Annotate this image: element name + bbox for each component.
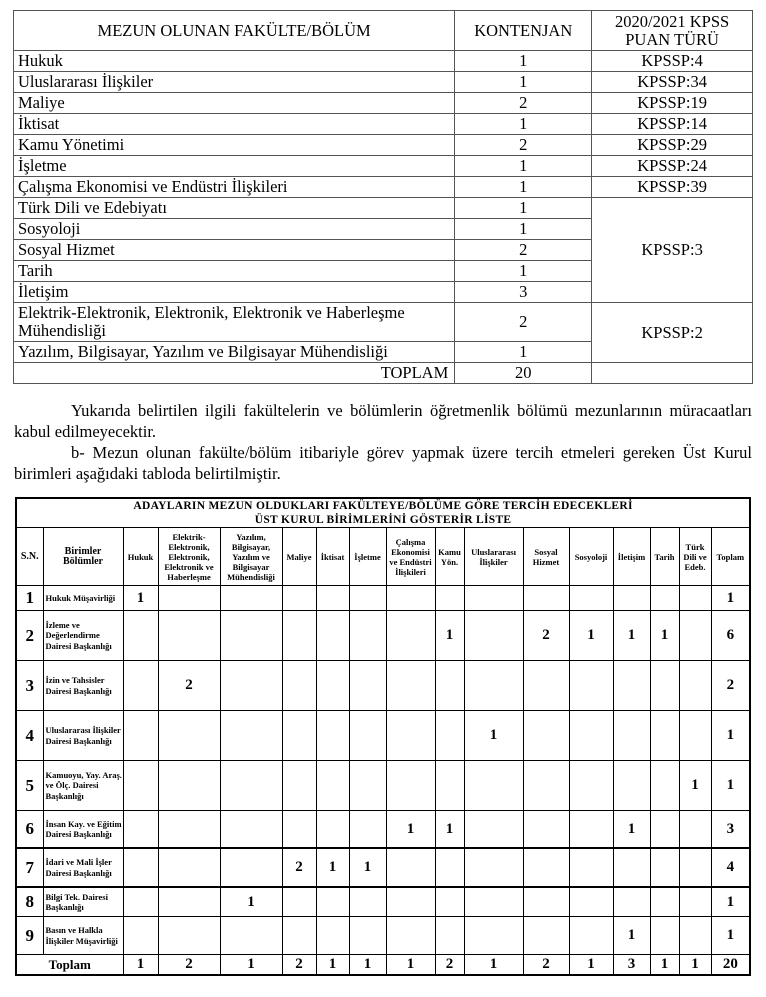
count-cell bbox=[386, 848, 435, 887]
row-total-cell: 2 bbox=[711, 661, 750, 711]
row-total-cell: 1 bbox=[711, 761, 750, 811]
count-cell bbox=[158, 586, 220, 611]
count-cell bbox=[220, 811, 282, 849]
faculty-cell: Türk Dili ve Edebiyatı bbox=[14, 198, 455, 219]
count-cell bbox=[386, 887, 435, 917]
row-number: 7 bbox=[16, 848, 43, 887]
count-cell bbox=[435, 848, 464, 887]
count-cell bbox=[464, 887, 523, 917]
count-cell bbox=[523, 661, 569, 711]
quota-cell: 2 bbox=[455, 93, 592, 114]
table-title-row bbox=[16, 498, 750, 528]
count-cell bbox=[386, 611, 435, 661]
header-iktisat: İktisat bbox=[316, 528, 349, 586]
count-cell: 1 bbox=[123, 586, 158, 611]
count-cell bbox=[123, 917, 158, 955]
header-iletisim: İletişim bbox=[613, 528, 650, 586]
count-cell bbox=[613, 661, 650, 711]
quota-cell: 1 bbox=[455, 51, 592, 72]
table-row bbox=[14, 51, 753, 72]
count-cell bbox=[123, 711, 158, 761]
total-label: TOPLAM bbox=[14, 363, 455, 384]
totals-row bbox=[16, 955, 750, 976]
count-cell bbox=[386, 661, 435, 711]
table-row bbox=[16, 611, 750, 661]
count-cell bbox=[464, 811, 523, 849]
count-cell bbox=[158, 611, 220, 661]
count-cell bbox=[679, 661, 711, 711]
count-cell bbox=[220, 711, 282, 761]
count-cell bbox=[386, 586, 435, 611]
header-score-type: 2020/2021 KPSS PUAN TÜRÜ bbox=[592, 11, 753, 51]
count-cell bbox=[650, 711, 679, 761]
quota-cell: 2 bbox=[455, 240, 592, 261]
faculty-cell: Elektrik-Elektronik, Elektronik, Elektronik ve Haberleşme Mühendisliği bbox=[14, 303, 455, 342]
header-kamu: Kamu Yön. bbox=[435, 528, 464, 586]
count-cell bbox=[569, 586, 613, 611]
count-cell bbox=[282, 887, 316, 917]
count-cell bbox=[613, 761, 650, 811]
header-sosyoloji: Sosyoloji bbox=[569, 528, 613, 586]
header-tarih: Tarih bbox=[650, 528, 679, 586]
row-total-cell: 1 bbox=[711, 586, 750, 611]
quota-cell: 1 bbox=[455, 219, 592, 240]
count-cell bbox=[650, 887, 679, 917]
count-cell bbox=[220, 761, 282, 811]
table-row bbox=[14, 72, 753, 93]
table-row bbox=[16, 711, 750, 761]
count-cell: 1 bbox=[386, 811, 435, 849]
count-cell bbox=[220, 917, 282, 955]
table-row bbox=[16, 848, 750, 887]
count-cell bbox=[282, 661, 316, 711]
count-cell bbox=[158, 761, 220, 811]
count-cell bbox=[349, 611, 386, 661]
faculty-cell: İktisat bbox=[14, 114, 455, 135]
header-isletme: İşletme bbox=[349, 528, 386, 586]
count-cell bbox=[569, 761, 613, 811]
count-cell bbox=[650, 761, 679, 811]
count-cell bbox=[679, 611, 711, 661]
column-total-cell: 3 bbox=[613, 955, 650, 976]
faculty-cell: İşletme bbox=[14, 156, 455, 177]
count-cell: 1 bbox=[650, 611, 679, 661]
count-cell bbox=[349, 887, 386, 917]
column-total-cell: 2 bbox=[523, 955, 569, 976]
quota-cell: 1 bbox=[455, 72, 592, 93]
header-uluslararasi: Uluslararası İlişkiler bbox=[464, 528, 523, 586]
header-turk-dili: Türk Dili ve Edeb. bbox=[679, 528, 711, 586]
row-number: 5 bbox=[16, 761, 43, 811]
unit-name: İdari ve Mali İşler Dairesi Başkanlığı bbox=[43, 848, 123, 887]
quota-cell: 2 bbox=[455, 303, 592, 342]
count-cell bbox=[650, 586, 679, 611]
score-type-cell: KPSSP:39 bbox=[592, 177, 753, 198]
row-total-cell: 6 bbox=[711, 611, 750, 661]
count-cell bbox=[316, 611, 349, 661]
unit-name: İnsan Kay. ve Eğitim Dairesi Başkanlığı bbox=[43, 811, 123, 849]
table-title: ADAYLARIN MEZUN OLDUKLARI FAKÜLTEYE/BÖLÜME GÖRE TERCİH EDECEKLERİ ÜST KURUL BİRİMLERİNİ GÖSTERİR LİSTE bbox=[16, 498, 750, 528]
faculty-cell: Maliye bbox=[14, 93, 455, 114]
count-cell bbox=[523, 887, 569, 917]
count-cell bbox=[464, 586, 523, 611]
table-row bbox=[16, 586, 750, 611]
empty-cell bbox=[592, 363, 753, 384]
count-cell bbox=[158, 848, 220, 887]
count-cell: 2 bbox=[523, 611, 569, 661]
unit-name: Kamuoyu, Yay. Araş. ve Ölç. Dairesi Başkanlığı bbox=[43, 761, 123, 811]
score-type-cell: KPSSP:14 bbox=[592, 114, 753, 135]
count-cell: 2 bbox=[158, 661, 220, 711]
count-cell bbox=[282, 611, 316, 661]
count-cell bbox=[349, 661, 386, 711]
row-total-cell: 1 bbox=[711, 887, 750, 917]
count-cell bbox=[523, 711, 569, 761]
column-total-cell: 1 bbox=[316, 955, 349, 976]
column-total-cell: 1 bbox=[650, 955, 679, 976]
count-cell bbox=[123, 611, 158, 661]
count-cell bbox=[349, 711, 386, 761]
count-cell bbox=[220, 611, 282, 661]
quota-cell: 1 bbox=[455, 114, 592, 135]
unit-name: Hukuk Müşavirliği bbox=[43, 586, 123, 611]
header-calisma: Çalışma Ekonomisi ve Endüstri İlişkileri bbox=[386, 528, 435, 586]
count-cell bbox=[523, 761, 569, 811]
column-total-cell: 2 bbox=[158, 955, 220, 976]
count-cell bbox=[464, 848, 523, 887]
faculty-cell: Tarih bbox=[14, 261, 455, 282]
count-cell bbox=[613, 586, 650, 611]
count-cell: 1 bbox=[613, 917, 650, 955]
count-cell bbox=[316, 917, 349, 955]
paragraph-teacher-graduates-note: Yukarıda belirtilen ilgili fakültelerin ve bölümlerin öğretmenlik bölümü mezunlarının müracaatları kabul edilmeyecektir. bbox=[14, 401, 752, 441]
score-type-cell: KPSSP:24 bbox=[592, 156, 753, 177]
table-row bbox=[16, 811, 750, 849]
count-cell bbox=[435, 711, 464, 761]
count-cell bbox=[679, 887, 711, 917]
header-sosyal-hizmet: Sosyal Hizmet bbox=[523, 528, 569, 586]
grand-total-cell: 20 bbox=[711, 955, 750, 976]
header-yazilim: Yazılım, Bilgisayar, Yazılım ve Bilgisayar Mühendisliği bbox=[220, 528, 282, 586]
count-cell bbox=[679, 811, 711, 849]
score-type-cell: KPSSP:34 bbox=[592, 72, 753, 93]
count-cell bbox=[569, 848, 613, 887]
count-cell bbox=[158, 711, 220, 761]
count-cell bbox=[282, 917, 316, 955]
count-cell bbox=[679, 711, 711, 761]
count-cell bbox=[613, 848, 650, 887]
table-row bbox=[16, 887, 750, 917]
count-cell bbox=[123, 848, 158, 887]
count-cell bbox=[158, 811, 220, 849]
count-cell bbox=[123, 661, 158, 711]
count-cell: 1 bbox=[569, 611, 613, 661]
faculty-cell: Yazılım, Bilgisayar, Yazılım ve Bilgisayar Mühendisliği bbox=[14, 342, 455, 363]
count-cell bbox=[349, 811, 386, 849]
table-row bbox=[16, 661, 750, 711]
table-row bbox=[14, 93, 753, 114]
count-cell bbox=[123, 761, 158, 811]
count-cell bbox=[435, 917, 464, 955]
row-total-cell: 3 bbox=[711, 811, 750, 849]
count-cell bbox=[679, 917, 711, 955]
count-cell bbox=[282, 761, 316, 811]
count-cell bbox=[569, 811, 613, 849]
count-cell bbox=[220, 586, 282, 611]
count-cell bbox=[123, 887, 158, 917]
paragraph-preferred-units-note: b- Mezun olunan fakülte/bölüm itibariyle görev yapmak üzere tercih etmeleri gereken Üst Kurul birimleri aşağıdaki tabloda belirtilmiştir. bbox=[14, 443, 752, 483]
row-number: 3 bbox=[16, 661, 43, 711]
column-total-cell: 1 bbox=[220, 955, 282, 976]
score-type-cell: KPSSP:19 bbox=[592, 93, 753, 114]
header-maliye: Maliye bbox=[282, 528, 316, 586]
table-row bbox=[14, 303, 753, 342]
count-cell bbox=[123, 811, 158, 849]
count-cell bbox=[282, 711, 316, 761]
count-cell: 1 bbox=[464, 711, 523, 761]
column-total-cell: 1 bbox=[349, 955, 386, 976]
row-number: 2 bbox=[16, 611, 43, 661]
header-hukuk: Hukuk bbox=[123, 528, 158, 586]
row-total-cell: 1 bbox=[711, 711, 750, 761]
count-cell bbox=[316, 586, 349, 611]
count-cell bbox=[569, 917, 613, 955]
row-total-cell: 1 bbox=[711, 917, 750, 955]
table-row bbox=[14, 135, 753, 156]
unit-name: İzleme ve Değerlendirme Dairesi Başkanlığı bbox=[43, 611, 123, 661]
count-cell bbox=[435, 887, 464, 917]
count-cell bbox=[158, 887, 220, 917]
count-cell bbox=[679, 586, 711, 611]
count-cell: 1 bbox=[349, 848, 386, 887]
count-cell bbox=[349, 917, 386, 955]
count-cell bbox=[386, 711, 435, 761]
faculty-cell: Sosyal Hizmet bbox=[14, 240, 455, 261]
column-total-cell: 1 bbox=[569, 955, 613, 976]
count-cell: 1 bbox=[613, 811, 650, 849]
quota-cell: 1 bbox=[455, 156, 592, 177]
count-cell: 1 bbox=[220, 887, 282, 917]
table-row bbox=[14, 156, 753, 177]
count-cell bbox=[316, 761, 349, 811]
count-cell bbox=[282, 811, 316, 849]
header-sn: S.N. bbox=[16, 528, 43, 586]
header-elektrik: Elektrik-Elektronik, Elektronik, Elektronik ve Haberleşme bbox=[158, 528, 220, 586]
unit-name: İzin ve Tahsisler Dairesi Başkanlığı bbox=[43, 661, 123, 711]
quota-table bbox=[13, 10, 753, 384]
count-cell bbox=[220, 848, 282, 887]
count-cell bbox=[650, 848, 679, 887]
count-cell bbox=[613, 711, 650, 761]
count-cell bbox=[435, 761, 464, 811]
score-type-cell-merged: KPSSP:3 bbox=[592, 198, 753, 303]
header-quota: KONTENJAN bbox=[455, 11, 592, 51]
count-cell bbox=[349, 586, 386, 611]
faculty-cell: İletişim bbox=[14, 282, 455, 303]
count-cell: 1 bbox=[435, 611, 464, 661]
count-cell bbox=[569, 661, 613, 711]
row-number: 6 bbox=[16, 811, 43, 849]
header-toplam: Toplam bbox=[711, 528, 750, 586]
count-cell bbox=[435, 586, 464, 611]
count-cell bbox=[316, 661, 349, 711]
quota-cell: 2 bbox=[455, 135, 592, 156]
count-cell bbox=[386, 917, 435, 955]
faculty-cell: Uluslararası İlişkiler bbox=[14, 72, 455, 93]
count-cell bbox=[316, 811, 349, 849]
quota-cell: 3 bbox=[455, 282, 592, 303]
table-row bbox=[16, 917, 750, 955]
count-cell bbox=[650, 661, 679, 711]
count-cell bbox=[523, 917, 569, 955]
table-row bbox=[14, 198, 753, 219]
count-cell bbox=[523, 811, 569, 849]
count-cell: 1 bbox=[435, 811, 464, 849]
unit-name: Basın ve Halkla İlişkiler Müşavirliği bbox=[43, 917, 123, 955]
faculty-cell: Sosyoloji bbox=[14, 219, 455, 240]
total-row bbox=[14, 363, 753, 384]
quota-cell: 1 bbox=[455, 261, 592, 282]
count-cell bbox=[316, 887, 349, 917]
count-cell bbox=[220, 661, 282, 711]
column-total-cell: 1 bbox=[679, 955, 711, 976]
quota-table-header bbox=[14, 11, 753, 51]
column-total-cell: 1 bbox=[386, 955, 435, 976]
count-cell bbox=[464, 761, 523, 811]
count-cell bbox=[464, 611, 523, 661]
faculty-cell: Hukuk bbox=[14, 51, 455, 72]
count-cell bbox=[523, 848, 569, 887]
row-number: 4 bbox=[16, 711, 43, 761]
score-type-cell: KPSSP:29 bbox=[592, 135, 753, 156]
unit-name: Bilgi Tek. Dairesi Başkanlığı bbox=[43, 887, 123, 917]
quota-cell: 1 bbox=[455, 177, 592, 198]
count-cell bbox=[650, 917, 679, 955]
count-cell bbox=[316, 711, 349, 761]
count-cell bbox=[650, 811, 679, 849]
count-cell bbox=[435, 661, 464, 711]
quota-cell: 1 bbox=[455, 198, 592, 219]
count-cell bbox=[158, 917, 220, 955]
column-total-cell: 2 bbox=[282, 955, 316, 976]
count-cell bbox=[569, 887, 613, 917]
count-cell: 1 bbox=[679, 761, 711, 811]
header-units: Birimler Bölümler bbox=[43, 528, 123, 586]
column-total-cell: 1 bbox=[123, 955, 158, 976]
count-cell bbox=[613, 887, 650, 917]
faculty-cell: Kamu Yönetimi bbox=[14, 135, 455, 156]
column-header-row bbox=[16, 528, 750, 586]
total-value: 20 bbox=[455, 363, 592, 384]
table-row bbox=[16, 761, 750, 811]
column-total-cell: 2 bbox=[435, 955, 464, 976]
score-type-cell: KPSSP:4 bbox=[592, 51, 753, 72]
faculty-cell: Çalışma Ekonomisi ve Endüstri İlişkileri bbox=[14, 177, 455, 198]
count-cell: 2 bbox=[282, 848, 316, 887]
unit-preference-table bbox=[15, 497, 751, 976]
count-cell bbox=[569, 711, 613, 761]
totals-label: Toplam bbox=[16, 955, 123, 976]
count-cell bbox=[464, 661, 523, 711]
header-faculty: MEZUN OLUNAN FAKÜLTE/BÖLÜM bbox=[14, 11, 455, 51]
row-total-cell: 4 bbox=[711, 848, 750, 887]
column-total-cell: 1 bbox=[464, 955, 523, 976]
score-type-cell-merged: KPSSP:2 bbox=[592, 303, 753, 363]
unit-name: Uluslararası İlişkiler Dairesi Başkanlığı bbox=[43, 711, 123, 761]
row-number: 9 bbox=[16, 917, 43, 955]
table-row bbox=[14, 177, 753, 198]
row-number: 1 bbox=[16, 586, 43, 611]
row-number: 8 bbox=[16, 887, 43, 917]
count-cell bbox=[282, 586, 316, 611]
count-cell bbox=[464, 917, 523, 955]
count-cell: 1 bbox=[316, 848, 349, 887]
count-cell: 1 bbox=[613, 611, 650, 661]
count-cell bbox=[349, 761, 386, 811]
count-cell bbox=[386, 761, 435, 811]
count-cell bbox=[679, 848, 711, 887]
table-row bbox=[14, 114, 753, 135]
count-cell bbox=[523, 586, 569, 611]
quota-cell: 1 bbox=[455, 342, 592, 363]
